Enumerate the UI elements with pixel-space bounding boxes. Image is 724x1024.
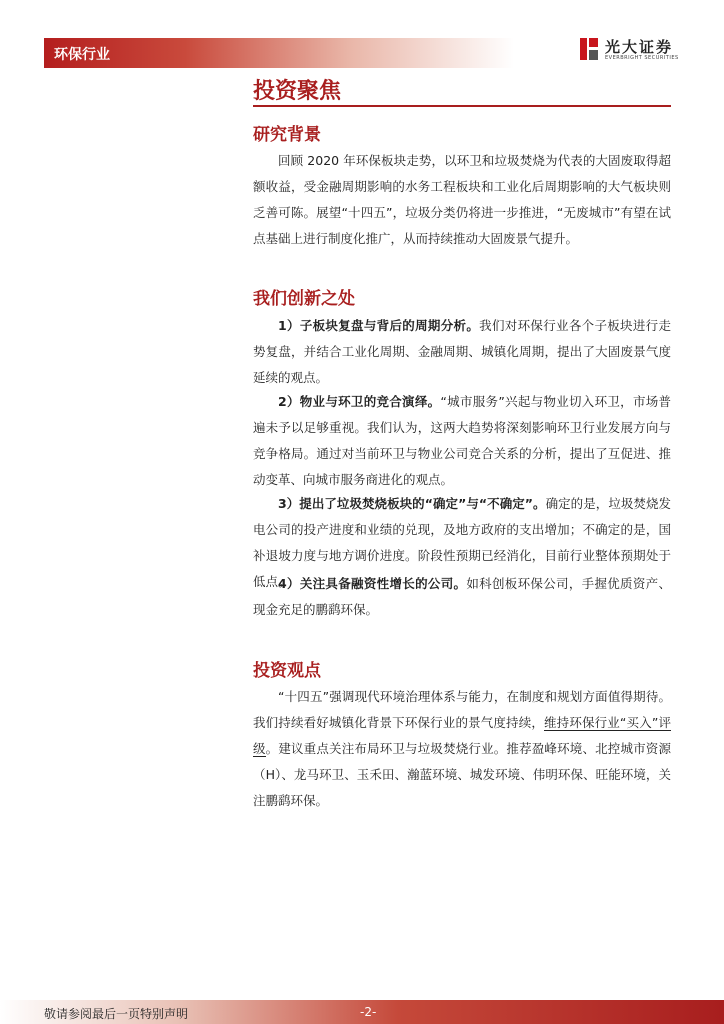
header-bar [44,38,514,68]
footer-disclaimer: 敬请参阅最后一页特别声明 [44,1007,189,1021]
innovation-item-2-text: “城市服务”兴起与物业切入环卫，市场普遍未予以足够重视。我们认为，这两大趋势将深刻影响环卫行业发展方向与竞争格局。通过对当前环卫与物业公司竞合关系的分析，提出了互促进、推动变革、向城市服务商进化的观点。 [253,394,672,487]
viewpoint-paragraph [253,684,671,814]
innovation-item-4 [253,571,671,623]
page-title: 投资聚焦 [253,79,342,104]
viewpoint-text-before: “十四五”强调现代环境治理体系与能力，在制度和规划方面值得期待。我们持续看好城镇化背景下环保行业的景气度持续， [253,689,671,730]
logo-subtext: EVERBRIGHT SECURITIES [605,55,679,61]
innovation-item-4-lead: 4）关注具备融资性增长的公司。 [278,576,467,591]
innovation-item-4-text: 如科创板环保公司，手握优质资产、现金充足的鹏鹞环保。 [253,576,671,617]
logo-mark-icon [578,36,600,62]
innovation-item-1-lead: 1）子板块复盘与背后的周期分析。 [278,318,480,333]
section-heading-innovation: 我们创新之处 [253,289,355,309]
title-divider [253,105,671,107]
section-heading-viewpoint: 投资观点 [253,661,321,681]
innovation-item-2 [253,389,671,493]
innovation-item-3-text: 确定的是，垃圾焚烧发电公司的投产进度和业绩的兑现，及地方政府的支出增加；不确定的是，国补退坡力度与地方调价进度。阶段性预期已经消化，目前行业整体预期处于低点。 [253,496,671,589]
industry-label: 环保行业 [54,47,110,63]
logo-text: 光大证券 [605,38,674,56]
viewpoint-text-after: 。建议重点关注布局环卫与垃圾焚烧行业。推荐盈峰环境、北控城市资源（H）、龙马环卫、玉禾田、瀚蓝环境、城发环境、伟明环保、旺能环境，关注鹏鹞环保。 [253,741,671,808]
background-paragraph: 回顾 2020 年环保板块走势，以环卫和垃圾焚烧为代表的大固废取得超额收益，受金融周期影响的水务工程板块和工业化后周期影响的大气板块则乏善可陈。展望“十四五”，垃圾分类仍将进一步推进，“无废城市”有望在试点基础上进行制度化推广，从而持续推动大固废景气提升。 [253,153,671,246]
everbright-logo [578,34,688,68]
rating-statement: 维持环保行业“买入”评级 [253,715,671,756]
innovation-item-3-lead: 3）提出了垃圾焚烧板块的“确定”与“不确定”。 [278,496,546,511]
innovation-item-2-lead: 2）物业与环卫的竞合演绎。 [278,394,441,409]
page-number: -2- [360,1005,377,1019]
innovation-item-1-text: 我们对环保行业各个子板块进行走势复盘，并结合工业化周期、金融周期、城镇化周期，提出了大固废景气度延续的观点。 [253,318,671,385]
section-heading-background: 研究背景 [253,125,321,145]
innovation-item-1 [253,313,671,391]
